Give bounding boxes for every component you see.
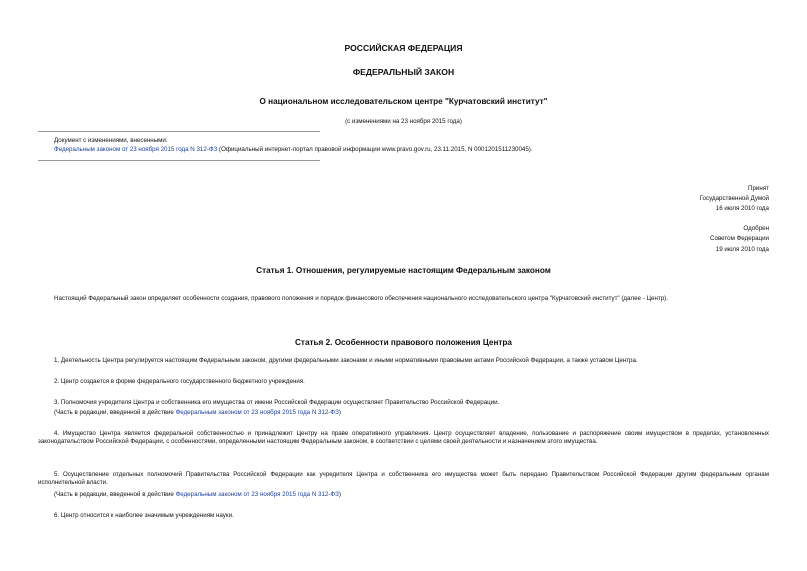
approved-label: Одобрен bbox=[743, 225, 769, 232]
note-suffix: ) bbox=[338, 409, 341, 416]
article-2-part-5-note bbox=[54, 491, 341, 499]
note-law-link[interactable]: Федеральным законом от 23 ноября 2015 года N 312-ФЗ bbox=[175, 409, 339, 416]
note-prefix-2: (Часть в редакции, введенной в действие bbox=[54, 491, 176, 498]
amendment-source: (Официальный интернет-портал правовой информации www.pravo.gov.ru, 23.11.2015, N 0001201511230045). bbox=[217, 146, 533, 153]
approved-date: 19 июля 2010 года bbox=[715, 246, 769, 253]
article-1-title: Статья 1. Отношения, регулируемые настоящим Федеральным законом bbox=[256, 266, 551, 275]
amendment-law-link[interactable]: Федеральным законом от 23 ноября 2015 года N 312-ФЗ bbox=[54, 146, 218, 153]
article-2-part-3-note bbox=[54, 409, 341, 417]
note-law-link-2[interactable]: Федеральным законом от 23 ноября 2015 года N 312-ФЗ bbox=[175, 491, 339, 498]
article-2-part-1: 1. Деятельность Центра регулируется настоящим Федеральным законом, другими федеральными законами и иными нормативными правовыми актами Российской Федерации, а также уставом Центра. bbox=[54, 357, 638, 364]
note-suffix-2: ) bbox=[338, 491, 341, 498]
law-title: О национальном исследовательском центре "Курчатовский институт" bbox=[259, 97, 548, 106]
article-2-part-6: 6. Центр относится к наиболее значимым учреждениям науки. bbox=[54, 512, 234, 519]
article-2-part-5: 5. Осуществление отдельных полномочий Правительства Российской Федерации как учредителя Центра и собственника его имущества может быть передано Правительством Российской Федерации другим федеральным органам исполнительной власти. bbox=[38, 471, 769, 487]
bottom-divider bbox=[38, 160, 320, 161]
amendments-line bbox=[54, 146, 533, 154]
adopted-label: Принят bbox=[748, 185, 769, 192]
article-2-part-4: 4. Имущество Центра является федеральной собственностью и принадлежит Центру на праве оперативного управления. Центр осуществляет владение, пользование и распоряжение своим имуществом в пределах, установленных законодательством Российской Федерации, с особенностями, определенными настоящим Федеральным законом, в соответствии с целями своей деятельности и назначением этого имущества. bbox=[38, 430, 769, 446]
law-type-heading: ФЕДЕРАЛЬНЫЙ ЗАКОН bbox=[352, 67, 455, 77]
revision-note: (с изменениями на 23 ноября 2015 года) bbox=[345, 118, 462, 125]
amendments-label: Документ с изменениями, внесенными: bbox=[54, 137, 168, 144]
approved-by: Советом Федерации bbox=[710, 235, 769, 242]
article-1-text: Настоящий Федеральный закон определяет особенности создания, правового положения и порядок финансового обеспечения национального исследовательского центра "Курчатовский институт" (далее - Центр). bbox=[54, 295, 668, 302]
adopted-date: 16 июля 2010 года bbox=[715, 205, 769, 212]
adopted-by: Государственной Думой bbox=[699, 195, 769, 202]
article-2-title: Статья 2. Особенности правового положения Центра bbox=[295, 338, 512, 347]
article-2-part-3: 3. Полномочия учредителя Центра и собственника его имущества от имени Российской Федерации осуществляет Правительство Российской Федерации. bbox=[54, 399, 500, 406]
note-prefix: (Часть в редакции, введенной в действие bbox=[54, 409, 176, 416]
country-heading: РОССИЙСКАЯ ФЕДЕРАЦИЯ bbox=[344, 43, 463, 53]
article-2-part-2: 2. Центр создается в форме федерального государственного бюджетного учреждения. bbox=[54, 378, 305, 385]
top-divider bbox=[38, 131, 320, 132]
